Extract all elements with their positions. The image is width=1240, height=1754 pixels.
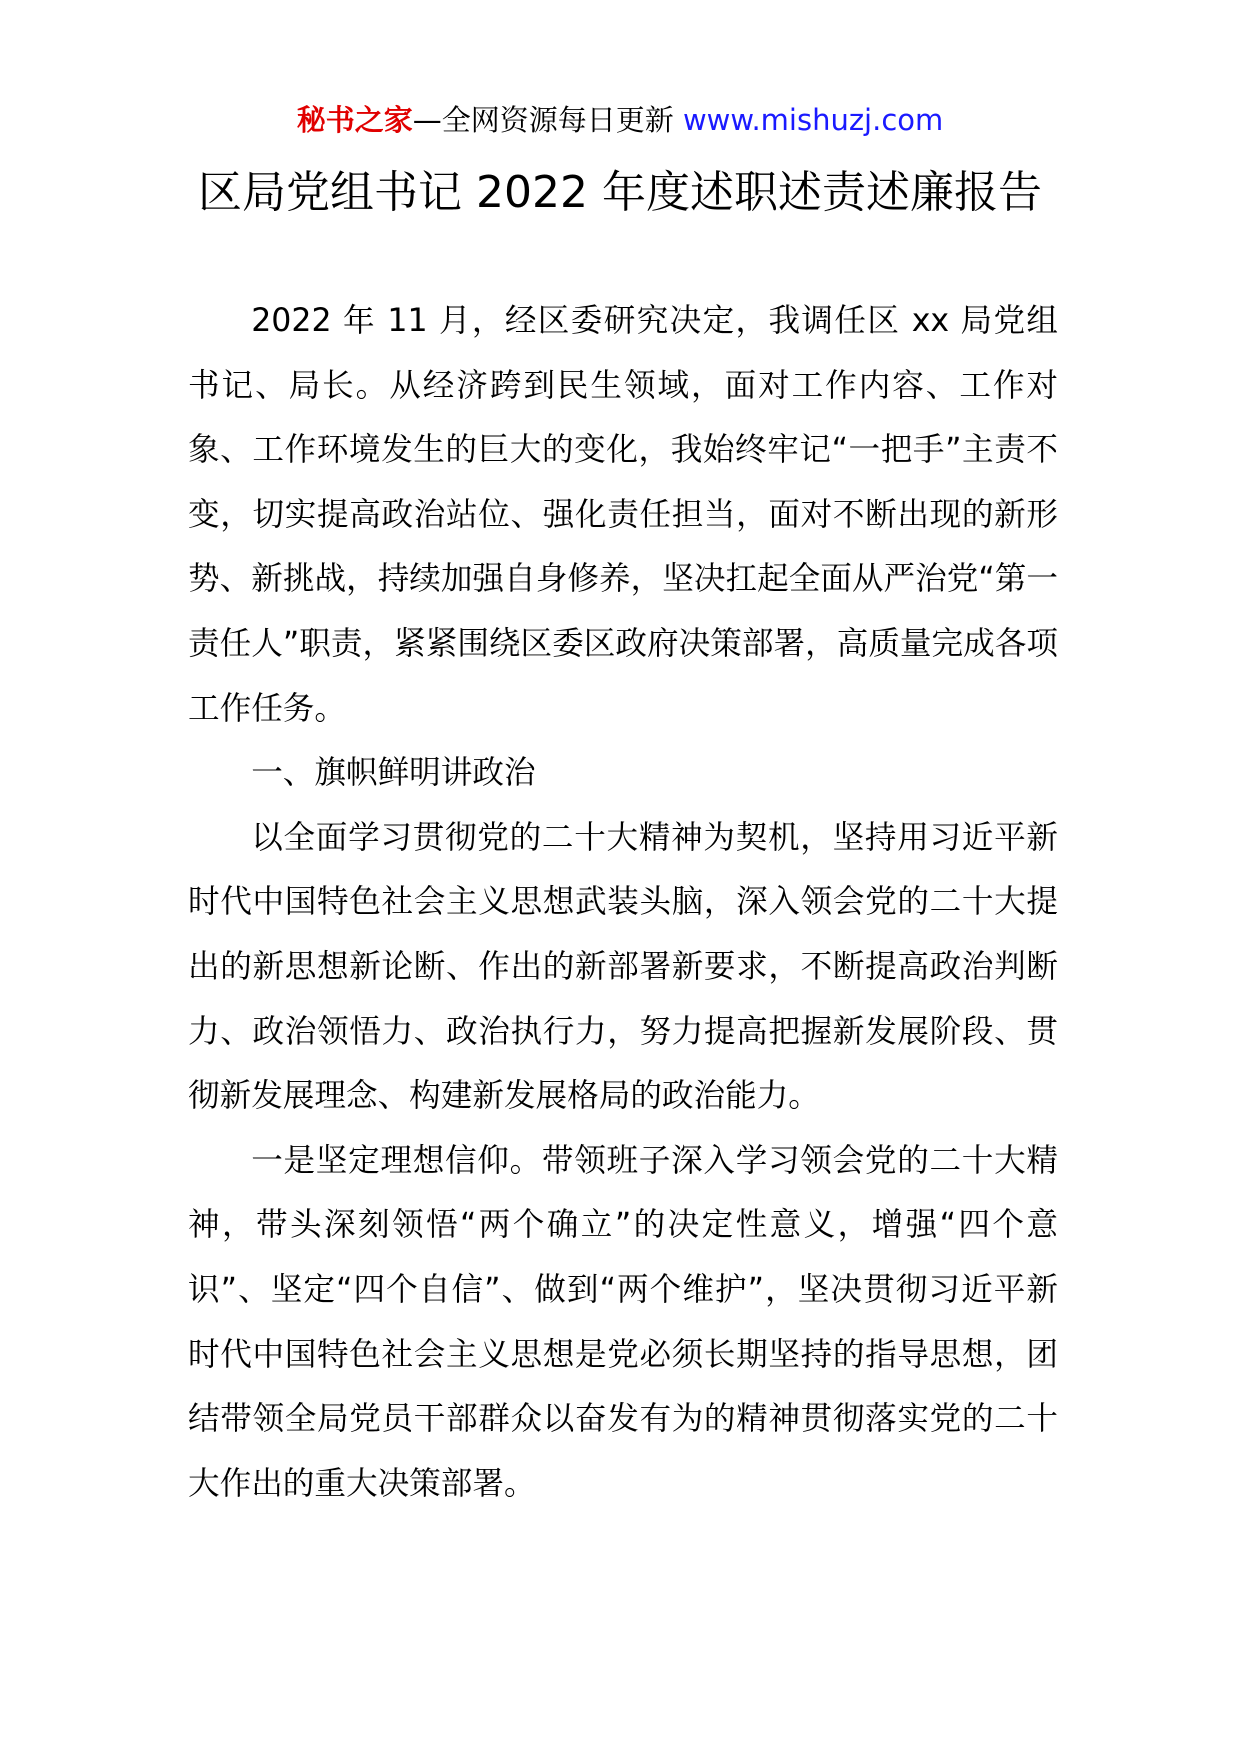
brand-name: 秘书之家 — [296, 103, 413, 137]
site-header — [0, 100, 1240, 140]
section-heading-1: 一、旗帜鲜明讲政治 — [251, 755, 536, 792]
paragraph-section-1: 以全面学习贯彻党的二十大精神为契机，坚持用习近平新时代中国特色社会主义思想武装头脑，深入领会党的二十大提出的新思想新论断、作出的新部署新要求，不断提高政治判断力、政治领悟力、政治执行力，努力提高把握新发展阶段、贯彻新发展理念、构建新发展格局的政治能力。 — [188, 819, 1058, 1115]
document-title: 区局党组书记 2022 年度述职述责述廉报告 — [198, 167, 1042, 218]
site-tagline: —全网资源每日更新 — [412, 103, 674, 137]
document-body — [188, 289, 1058, 1516]
site-url[interactable]: www.mishuzj.com — [682, 103, 944, 137]
paragraph-point-1: 一是坚定理想信仰。带领班子深入学习领会党的二十大精神，带头深刻领悟“两个确立”的决定性意义，增强“四个意识”、坚定“四个自信”、做到“两个维护”，坚决贯彻习近平新时代中国特色社会主义思想是党必须长期坚持的指导思想，团结带领全局党员干部群众以奋发有为的精神贯彻落实党的二十大作出的重大决策部署。 — [188, 1142, 1058, 1502]
paragraph-intro: 2022 年 11 月，经区委研究决定，我调任区 xx 局党组书记、局长。从经济跨到民生领域，面对工作内容、工作对象、工作环境发生的巨大的变化，我始终牢记“一把手”主责不变，切实提高政治站位、强化责任担当，面对不断出现的新形势、新挑战，持续加强自身修养，坚决扛起全面从严治党“第一责任人”职责，紧紧围绕区委区政府决策部署，高质量完成各项工作任务。 — [188, 303, 1058, 727]
